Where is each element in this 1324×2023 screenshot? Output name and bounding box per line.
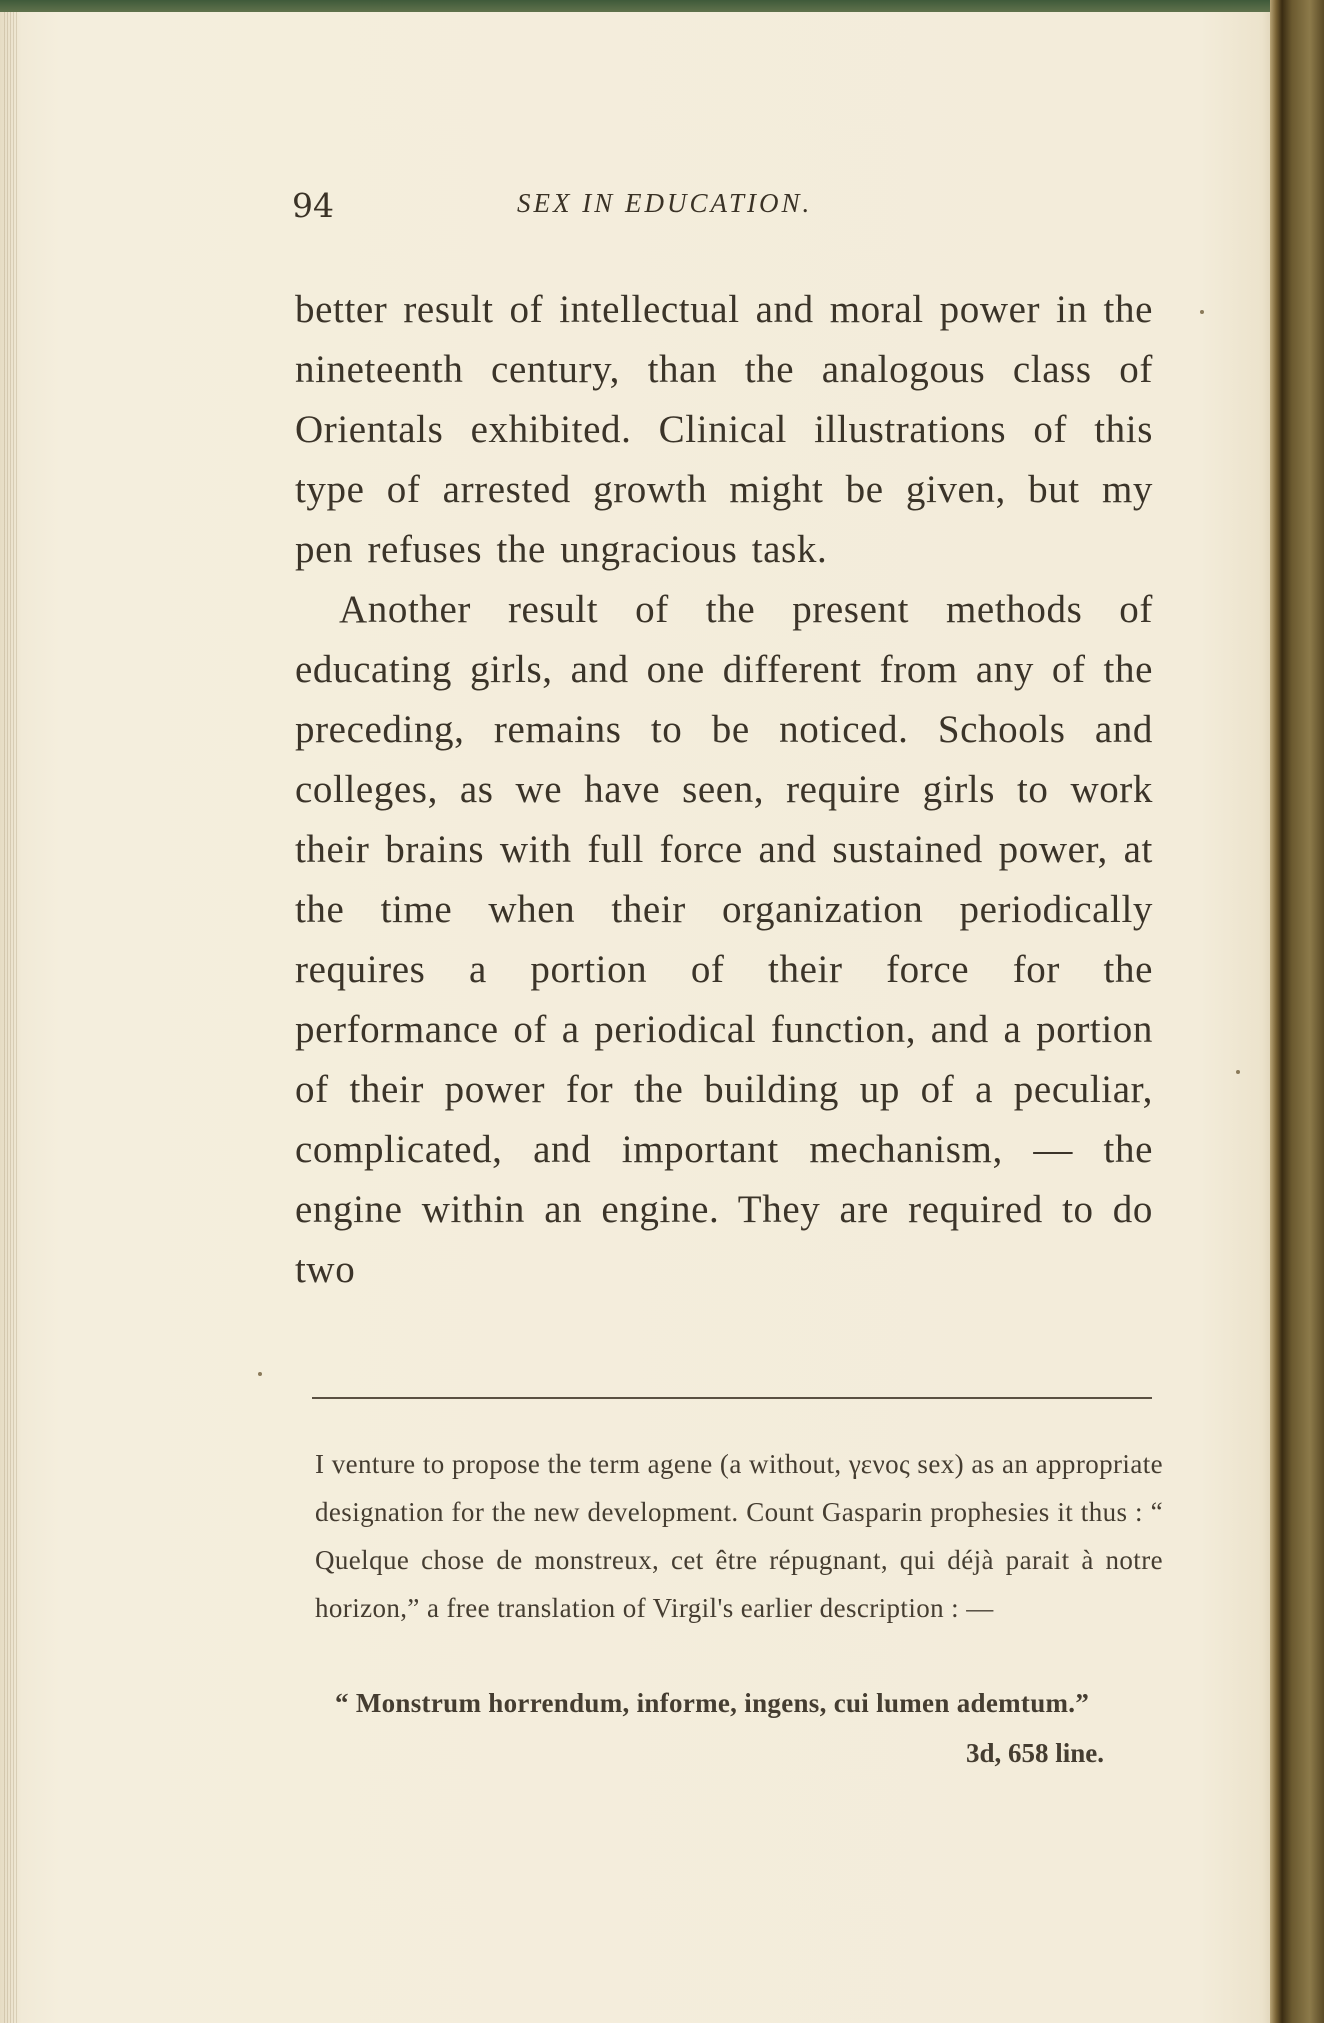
paper-speck bbox=[1236, 1070, 1240, 1074]
page-gutter-edges bbox=[4, 12, 18, 2023]
paper-speck bbox=[1200, 310, 1204, 314]
page-number: 94 bbox=[292, 186, 334, 225]
running-title: SEX IN EDUCATION. bbox=[517, 188, 813, 218]
book-spine-shadow bbox=[1270, 0, 1324, 2023]
paper-speck bbox=[258, 1372, 262, 1376]
paragraph: Another result of the present methods of educating girls, and one different from any of the preceding, remains to be noticed. Schools and colleges, as we have seen, require girls to work their brains with full force and sustained power, at the time when their organization periodically requires a portion of their force for the performance of a periodical function, and a portion of their power for the building up of a peculiar, complicated, and important mechanism, — the engine within an engine. They are required to do two bbox=[295, 588, 1153, 1291]
footnote-citation: 3d, 658 line. bbox=[966, 1738, 1105, 1768]
footnote-quote: “ Monstrum horrendum, informe, ingens, cui lumen ademtum.” bbox=[335, 1688, 1090, 1718]
running-head bbox=[292, 186, 1152, 230]
paragraph-continued: better result of intellectual and moral power in the nineteenth century, than the analogous class of Orientals exhibited. Clinical illustrations of this type of arrested growth might be given, but my pen refuses the ungracious task. bbox=[295, 288, 1153, 571]
footnote bbox=[315, 1440, 1163, 1632]
body-text bbox=[295, 280, 1153, 1300]
footnote-rule bbox=[312, 1397, 1152, 1399]
footnote-text: I venture to propose the term agene (a without, γενος sex) as an appropriate designation for the new development. Count Gasparin prophesies it thus : “ Quelque chose de monstreux, cet être répugnant, qui déjà parait à notre horizon,” a free translation of Virgil's earlier description : — bbox=[315, 1449, 1163, 1623]
